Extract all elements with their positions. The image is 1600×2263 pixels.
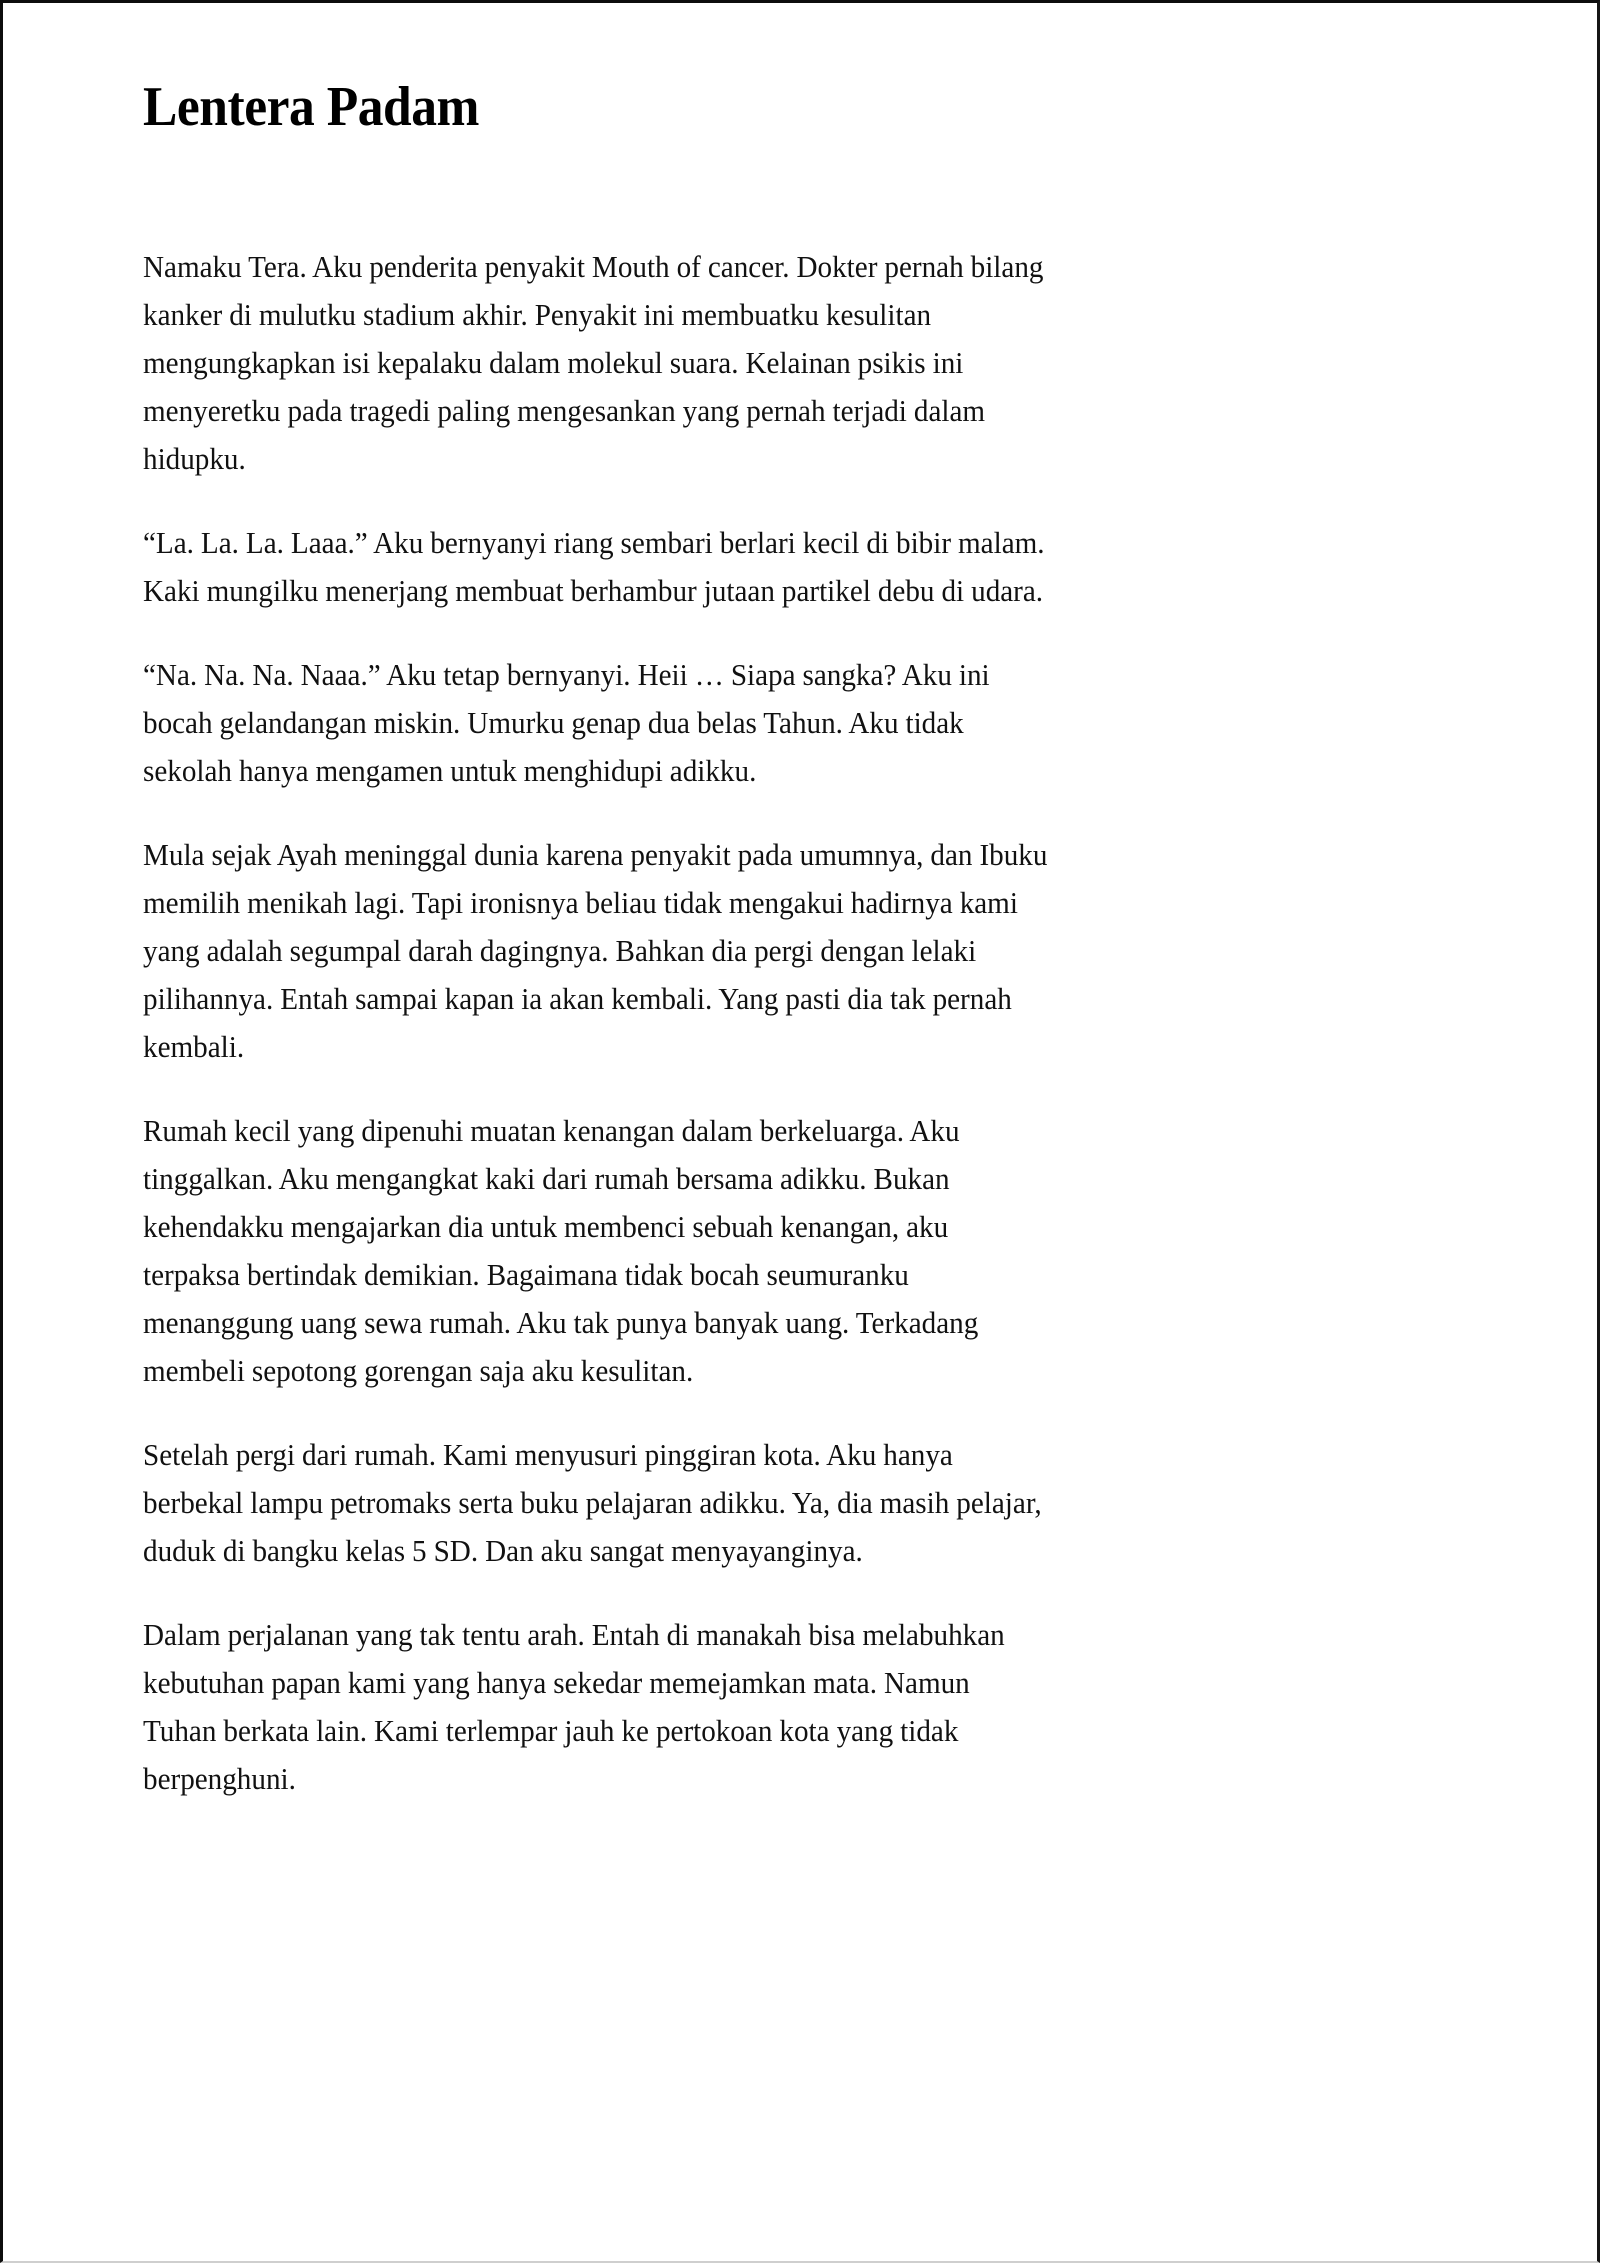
paragraph: “La. La. La. Laaa.” Aku bernyanyi riang sembari berlari kecil di bibir malam. Kaki mungilku menerjang membuat berhambur jutaan partikel debu di udara. xyxy=(143,525,1045,608)
paragraph: Dalam perjalanan yang tak tentu arah. Entah di manakah bisa melabuhkan kebutuhan papan kami yang hanya sekedar memejamkan mata. Namun Tuhan berkata lain. Kami terlempar jauh ke pertokoan kota yang tidak berpenghuni. xyxy=(143,1617,1005,1796)
paragraph: “Na. Na. Na. Naaa.” Aku tetap bernyanyi. Heii … Siapa sangka? Aku ini bocah gelandangan miskin. Umurku genap dua belas Tahun. Aku tidak sekolah hanya mengamen untuk menghidupi adikku. xyxy=(143,657,990,788)
story-body xyxy=(143,139,1048,1803)
document-content xyxy=(143,3,1048,1803)
paragraph: Mula sejak Ayah meninggal dunia karena penyakit pada umumnya, dan Ibuku memilih menikah lagi. Tapi ironisnya beliau tidak mengakui hadirnya kami yang adalah segumpal darah dagingnya. Bahkan dia pergi dengan lelaki pilihannya. Entah sampai kapan ia akan kembali. Yang pasti dia tak pernah kembali. xyxy=(143,837,1048,1064)
paragraph: Namaku Tera. Aku penderita penyakit Mouth of cancer. Dokter pernah bilang kanker di mulutku stadium akhir. Penyakit ini membuatku kesulitan mengungkapkan isi kepalaku dalam molekul suara. Kelainan psikis ini menyeretku pada tragedi paling mengesankan yang pernah terjadi dalam hidupku. xyxy=(143,249,1044,476)
page-title: Lentera Padam xyxy=(143,76,480,138)
paragraph: Setelah pergi dari rumah. Kami menyusuri pinggiran kota. Aku hanya berbekal lampu petromaks serta buku pelajaran adikku. Ya, dia masih pelajar, duduk di bangku kelas 5 SD. Dan aku sangat menyayanginya. xyxy=(143,1437,1042,1568)
paragraph: Rumah kecil yang dipenuhi muatan kenangan dalam berkeluarga. Aku tinggalkan. Aku mengangkat kaki dari rumah bersama adikku. Bukan kehendakku mengajarkan dia untuk membenci sebuah kenangan, aku terpaksa bertindak demikian. Bagaimana tidak bocah seumuranku menanggung uang sewa rumah. Aku tak punya banyak uang. Terkadang membeli sepotong gorengan saja aku kesulitan. xyxy=(143,1113,979,1388)
